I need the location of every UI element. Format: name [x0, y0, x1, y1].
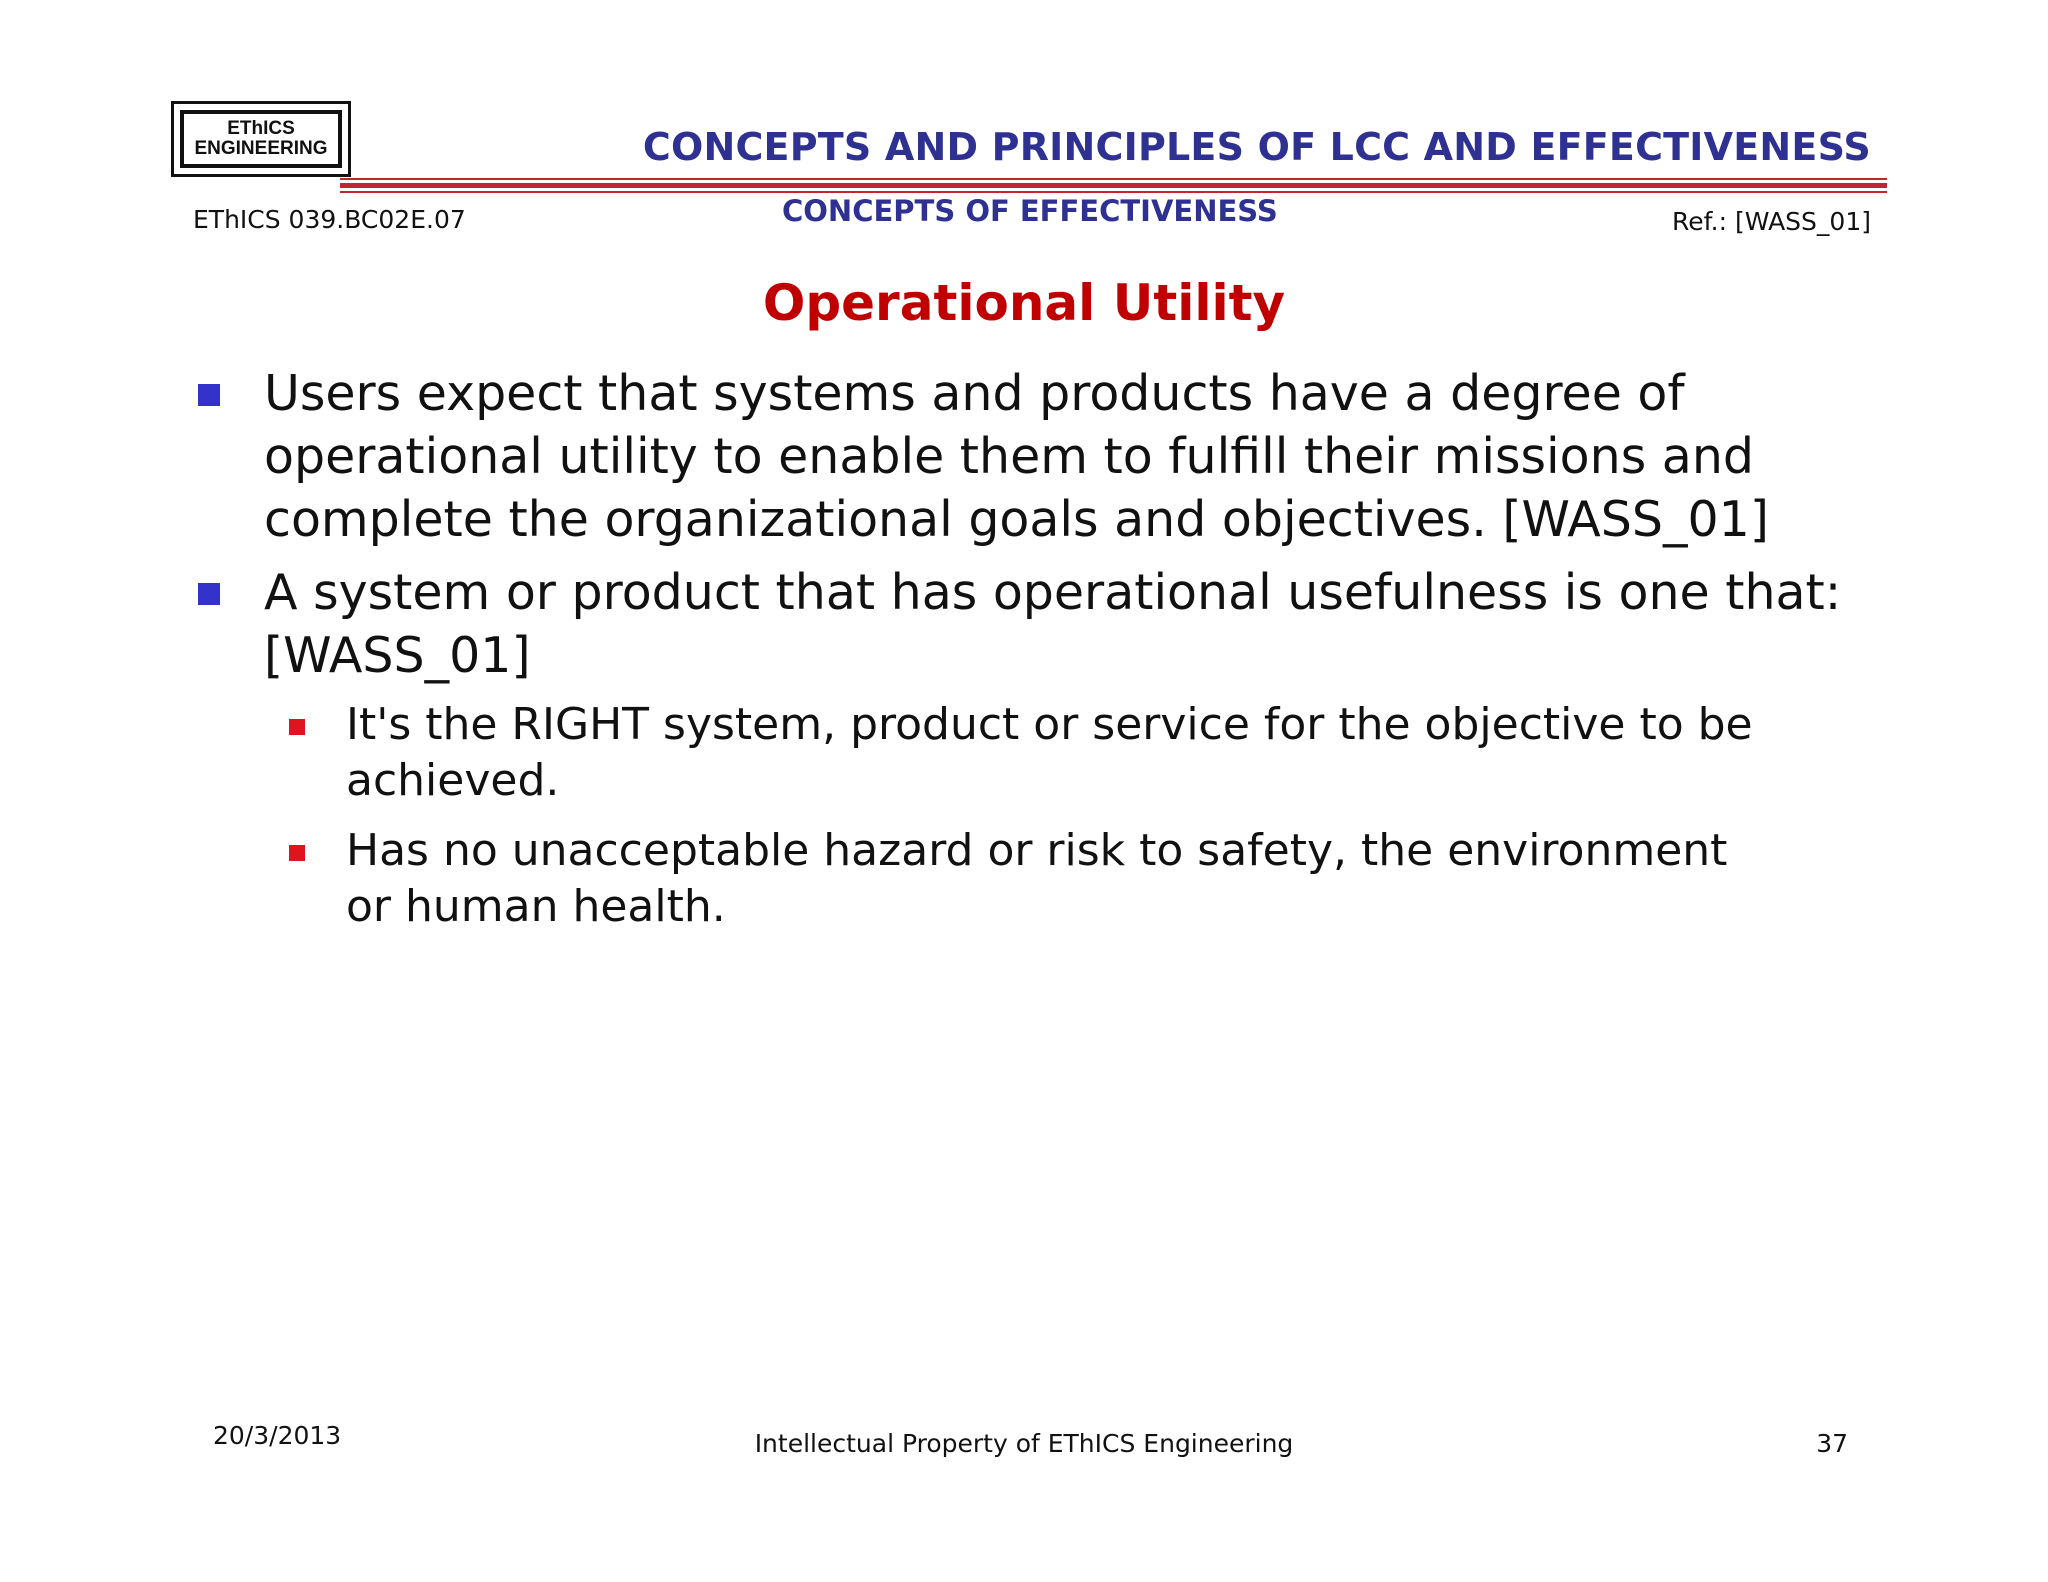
footer-date: 20/3/2013: [213, 1421, 342, 1450]
slide-title: Operational Utility: [762, 274, 1286, 332]
document-code: EThICS 039.BC02E.07: [193, 205, 466, 234]
page-number: 37: [1816, 1429, 1848, 1458]
sub-bullet-item: [275, 697, 1786, 809]
sub-bullet-text: Has no unacceptable hazard or risk to safety, the environment or human health.: [346, 825, 1728, 932]
sub-bullet-text: It's the RIGHT system, product or service for the objective to be achieved.: [346, 699, 1753, 806]
bullet-list: [193, 362, 1873, 949]
square-bullet-icon: [198, 583, 220, 605]
section-subtitle: CONCEPTS OF EFFECTIVENESS: [782, 194, 1278, 228]
square-sub-bullet-icon: [289, 845, 305, 861]
footer-ownership: Intellectual Property of EThICS Engineering: [754, 1429, 1294, 1458]
logo-text-line2: ENGINEERING: [194, 138, 328, 159]
main-title: CONCEPTS AND PRINCIPLES OF LCC AND EFFECTIVENESS: [642, 125, 1871, 169]
bullet-item: [193, 561, 1873, 687]
square-sub-bullet-icon: [289, 719, 305, 735]
logo-text-line1: EThICS: [227, 118, 295, 140]
reference-label: Ref.: [WASS_01]: [1672, 207, 1871, 236]
header-rule-top: [340, 178, 1887, 180]
sub-bullet-item: [275, 823, 1786, 935]
header-rule-bottom: [340, 191, 1887, 193]
bullet-text: Users expect that systems and products have a degree of operational utility to enable them to fulfill their missions and complete the organizational goals and objectives. [WASS_01]: [264, 365, 1769, 548]
logo-frame: [180, 110, 342, 168]
bullet-item: [193, 362, 1873, 551]
header-rule-middle: [340, 183, 1887, 188]
company-logo: [171, 101, 351, 177]
square-bullet-icon: [198, 384, 220, 406]
bullet-text: A system or product that has operational usefulness is one that: [WASS_01]: [264, 564, 1842, 684]
